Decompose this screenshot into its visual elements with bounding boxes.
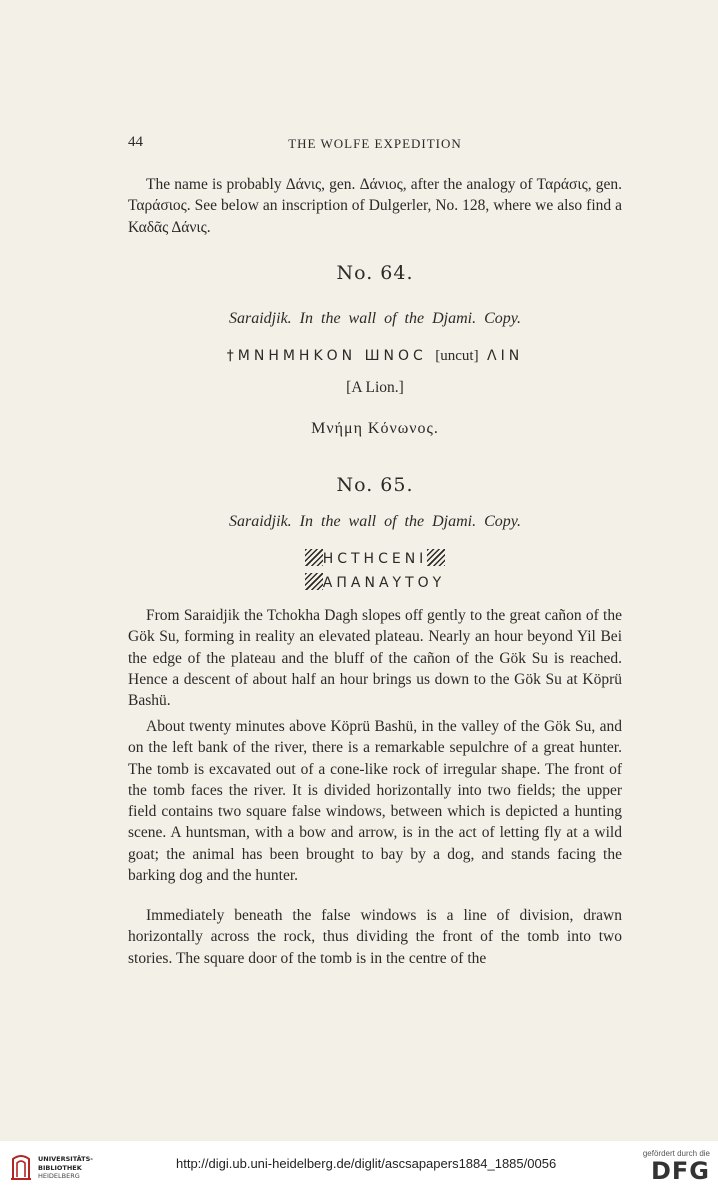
university-library-logo[interactable] [10, 1151, 110, 1185]
library-line-3: HEIDELBERG [38, 1172, 80, 1180]
entry-65-heading: No. 65. [336, 474, 414, 496]
funding-text: gefördert durch die [642, 1149, 710, 1158]
inscription-line-2: ΑΠΑΝΑΥΤΟΥ [322, 575, 446, 591]
library-emblem-icon [10, 1153, 32, 1181]
inscription-text: †ΜΝΗΜΗΚΟΝ ШΝΟC [226, 348, 427, 364]
running-title: THE WOLFE EXPEDITION [288, 136, 462, 151]
dfg-wordmark: DFG [650, 1157, 710, 1185]
uncut-note: [uncut] [435, 348, 479, 364]
library-line-1: UNIVERSITÄTS- [38, 1155, 93, 1163]
library-name [38, 1155, 93, 1181]
library-line-2: BIBLIOTHEK [38, 1163, 82, 1172]
body-paragraph-2: About twenty minutes above Köprü Bashü, in the valley of the Gök Su, and on the left bank of the river, there is a remarkable sepulchre of a great hunter. The tomb is excavated out of a cone-like rock of irregular shape. The front of the tomb faces the river. It is divided horizontally into two fields; the upper field contains two square false windows, between which is depicted a hunting scene. A huntsman, with a bow and arrow, is in the act of letting fly at a wild goat; the animal has been brought to bay by a dog, and stands facing the barking dog and the hunter. [128, 718, 622, 885]
entry-64-reading: Μνήμη Κόνωνος. [311, 420, 439, 437]
inscription-line-1: ΗCΤΗCΕΝΙ [322, 551, 428, 567]
dfg-logo[interactable] [630, 1149, 710, 1184]
intro-paragraph: The name is probably Δάνις, gen. Δάνιος, after the analogy of Ταράσις, gen. Ταράσιος. See below an inscription of Dulgerler, No. 128, where we also find a Καδᾶς Δάνις. [128, 176, 622, 236]
entry-65-location: Saraidjik. In the wall of the Djami. Copy. [229, 513, 521, 530]
entry-64-location: Saraidjik. In the wall of the Djami. Copy. [229, 310, 521, 327]
body-paragraph-1: From Saraidjik the Tchokha Dagh slopes off gently to the great cañon of the Gök Su, forming in reality an elevated plateau. Nearly an hour beyond Yil Bei the edge of the plateau and the bluff of the cañon of the Gök Su is reached. Hence a descent of about half an hour brings us down to the Gök Su at Köprü Bashü. [128, 607, 622, 710]
entry-64-heading: No. 64. [336, 262, 414, 284]
damaged-area-mark [305, 573, 323, 590]
viewer-footer [0, 1141, 718, 1194]
permalink-url[interactable]: http://digi.ub.uni-heidelberg.de/diglit/ascsapapers1884_1885/0056 [176, 1156, 557, 1171]
entry-65-line-2 [128, 573, 622, 591]
entry-64-inscription [128, 348, 622, 365]
body-paragraph-3: Immediately beneath the false windows is a line of division, drawn horizontally across the rock, thus dividing the front of the tomb into two stories. The square door of the tomb is in the centre of the [128, 907, 622, 967]
page-number: 44 [128, 134, 143, 150]
inscription-text-end: ΛΙΝ [487, 348, 524, 364]
damaged-area-mark [427, 549, 445, 566]
entry-65-line-1 [128, 549, 622, 567]
entry-64-note: [A Lion.] [346, 379, 404, 396]
damaged-area-mark [305, 549, 323, 566]
